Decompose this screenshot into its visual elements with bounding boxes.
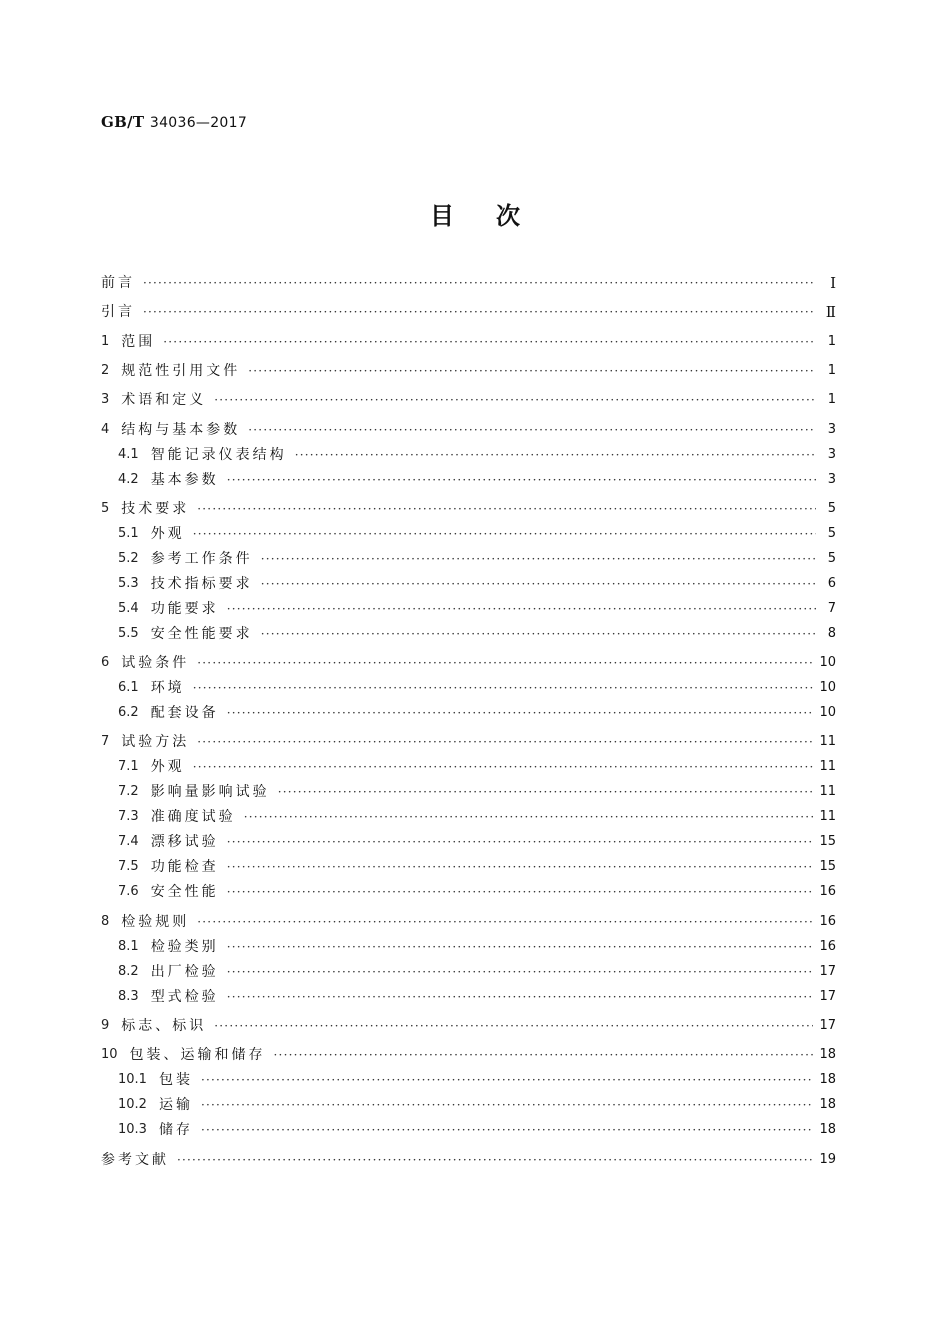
toc-entry-page: 19: [819, 1151, 836, 1167]
dot-leader: [227, 596, 816, 622]
toc-entry-number: 5.1: [118, 525, 139, 541]
toc-entry-number: 5.3: [118, 575, 139, 591]
toc-entry-page: 16: [819, 913, 836, 929]
toc-entry-number: 4.2: [118, 471, 139, 487]
dot-leader: [227, 879, 814, 905]
toc-entry-label: 功能检查: [150, 859, 219, 876]
toc-entry[interactable]: [101, 270, 836, 296]
toc-entry-label: 结构与基本参数: [121, 421, 241, 438]
dot-leader: [227, 854, 814, 880]
toc-entry-label: 试验条件: [121, 655, 190, 672]
toc-entry-number: 10.3: [118, 1122, 147, 1138]
toc-entry-number: 5.4: [118, 600, 139, 616]
toc-entry-label: 运输: [158, 1097, 193, 1114]
toc-entry[interactable]: [118, 700, 836, 726]
dot-leader: [193, 675, 814, 701]
toc-entry-page: 1: [827, 362, 836, 378]
dot-leader: [197, 496, 816, 522]
toc-title-left: 目: [430, 202, 454, 230]
dot-leader: [261, 571, 816, 597]
toc-entry-page: 17: [819, 963, 836, 979]
toc-entry-number: 8.1: [118, 938, 139, 954]
toc-entry[interactable]: [118, 754, 836, 780]
toc-entry-page: Ⅱ: [825, 303, 836, 322]
toc-entry[interactable]: [101, 358, 836, 384]
toc-entry[interactable]: [101, 417, 836, 443]
toc-entry-page: 8: [827, 625, 836, 641]
toc-entry[interactable]: [118, 984, 836, 1010]
dot-leader: [197, 650, 813, 676]
toc-entry-label: 检验规则: [121, 913, 190, 930]
toc-entry-label: 储存: [158, 1122, 193, 1139]
dot-leader: [214, 1013, 813, 1039]
toc-entry[interactable]: [118, 467, 836, 493]
toc-entry-number: 10: [101, 1047, 118, 1063]
toc-entry-number: 6.2: [118, 705, 139, 721]
toc-entry[interactable]: [118, 1117, 836, 1143]
toc-entry-number: 7.3: [118, 809, 139, 825]
toc-entry-page: 7: [827, 600, 836, 616]
dot-leader: [227, 829, 814, 855]
toc-entry-page: 18: [819, 1072, 836, 1088]
dot-leader: [201, 1117, 814, 1143]
dot-leader: [143, 270, 816, 296]
toc-entry-number: 7.2: [118, 784, 139, 800]
toc-entry-label: 参考文献: [101, 1151, 169, 1168]
dot-leader: [214, 387, 816, 413]
toc-entry-label: 安全性能: [150, 884, 219, 901]
toc-entry-page: 5: [827, 550, 836, 566]
toc-entry-label: 引言: [101, 304, 135, 321]
toc-entry-page: 10: [819, 680, 836, 696]
toc-entry-number: 1: [101, 333, 110, 349]
toc-entry[interactable]: [101, 909, 836, 935]
toc-entry-label: 功能要求: [150, 600, 219, 617]
toc-entry-number: 6.1: [118, 680, 139, 696]
toc-entry[interactable]: [101, 1042, 836, 1068]
toc-entry-page: 15: [819, 859, 836, 875]
toc-entry-number: 7.5: [118, 859, 139, 875]
toc-entry-label: 术语和定义: [121, 392, 207, 409]
toc-entry-page: 3: [827, 446, 836, 462]
toc-entry-page: 11: [819, 734, 836, 750]
toc-entry-page: 18: [819, 1097, 836, 1113]
toc-entry-number: 7: [101, 734, 110, 750]
toc-title: [0, 196, 950, 231]
toc-entry-label: 规范性引用文件: [121, 362, 241, 379]
toc-entry[interactable]: [101, 1013, 836, 1039]
dot-leader: [248, 417, 816, 443]
dot-leader: [244, 804, 814, 830]
dot-leader: [278, 779, 814, 805]
toc-entry-page: 11: [819, 784, 836, 800]
toc-entry[interactable]: [118, 675, 836, 701]
dot-leader: [295, 442, 816, 468]
toc-entry-label: 智能记录仪表结构: [150, 446, 287, 463]
toc-entry-number: 5: [101, 500, 110, 516]
toc-entry-page: 5: [827, 500, 836, 516]
toc-entry[interactable]: [101, 387, 836, 413]
toc-entry-label: 准确度试验: [150, 809, 236, 826]
toc-entry-number: 9: [101, 1018, 110, 1033]
toc-entry-number: 6: [101, 655, 110, 671]
toc-entry-label: 试验方法: [121, 734, 190, 751]
toc-entry-label: 技术要求: [121, 500, 190, 517]
toc-entry[interactable]: [118, 854, 836, 880]
toc-entry[interactable]: [118, 934, 836, 960]
toc-entry-number: 4.1: [118, 446, 139, 462]
toc-entry[interactable]: [118, 779, 836, 805]
toc-entry-page: 15: [819, 834, 836, 850]
toc-entry[interactable]: [101, 1147, 836, 1173]
standard-code-prefix: GB/T: [101, 113, 145, 131]
toc-entry-page: 11: [819, 759, 836, 775]
dot-leader: [193, 754, 814, 780]
toc-entry[interactable]: [118, 442, 836, 468]
dot-leader: [177, 1147, 813, 1173]
toc-entry[interactable]: [101, 299, 836, 325]
toc-entry[interactable]: [118, 1092, 836, 1118]
toc-entry-number: 5.5: [118, 625, 139, 641]
toc-entry-number: 7.6: [118, 884, 139, 900]
toc-entry-label: 影响量影响试验: [150, 784, 270, 801]
toc-entry[interactable]: [101, 496, 836, 522]
toc-title-right: 次: [496, 202, 520, 230]
toc-entry-page: 11: [819, 809, 836, 825]
toc-entry-label: 包装: [158, 1072, 193, 1089]
toc-entry-page: 1: [827, 392, 836, 408]
toc-entry-label: 前言: [101, 275, 135, 291]
toc-entry-label: 环境: [150, 680, 185, 697]
toc-entry-number: 2: [101, 362, 110, 378]
dot-leader: [193, 521, 816, 547]
toc-entry[interactable]: [118, 1067, 836, 1093]
toc-entry[interactable]: [118, 571, 836, 597]
toc-entry-page: 6: [827, 575, 836, 591]
toc-entry-number: 8.3: [118, 988, 139, 1004]
dot-leader: [197, 729, 813, 755]
toc-entry-label: 外观: [150, 759, 185, 776]
toc-entry[interactable]: [118, 621, 836, 647]
dot-leader: [201, 1092, 814, 1118]
toc-entry-page: 16: [819, 884, 836, 900]
toc-entry-number: 7.1: [118, 759, 139, 775]
toc-entry[interactable]: [101, 650, 836, 676]
toc-entry-number: 5.2: [118, 550, 139, 566]
dot-leader: [201, 1067, 814, 1093]
standard-code: [101, 113, 247, 131]
toc-entry-label: 安全性能要求: [150, 625, 253, 642]
toc-entry-number: 10.2: [118, 1097, 147, 1113]
dot-leader: [227, 467, 816, 493]
dot-leader: [227, 700, 814, 726]
toc-entry-label: 基本参数: [150, 471, 219, 488]
dot-leader: [261, 546, 816, 572]
toc-entry-label: 参考工作条件: [150, 550, 253, 567]
toc-entry-page: 16: [819, 938, 836, 954]
toc-entry[interactable]: [118, 596, 836, 622]
toc-entry-page: Ⅰ: [830, 274, 836, 292]
dot-leader: [227, 959, 814, 985]
toc-entry-number: 8.2: [118, 963, 139, 979]
dot-leader: [197, 909, 813, 935]
toc-entry-page: 18: [819, 1047, 836, 1063]
toc-entry-number: 10.1: [118, 1072, 147, 1088]
toc-entry-page: 1: [827, 333, 836, 349]
toc-entry[interactable]: [118, 959, 836, 985]
dot-leader: [261, 621, 816, 647]
dot-leader: [143, 299, 816, 325]
toc-entry-page: 18: [819, 1122, 836, 1138]
dot-leader: [163, 329, 816, 355]
toc-entry-label: 范围: [121, 333, 156, 350]
toc-entry-page: 17: [819, 1018, 836, 1033]
toc-entry[interactable]: [118, 804, 836, 830]
toc-entry-page: 17: [819, 988, 836, 1004]
toc-entry-label: 配套设备: [150, 705, 219, 722]
toc-entry[interactable]: [118, 546, 836, 572]
toc-entry-number: 7.4: [118, 834, 139, 850]
toc-entry[interactable]: [118, 829, 836, 855]
toc-entry[interactable]: [118, 879, 836, 905]
toc-entry[interactable]: [118, 521, 836, 547]
standard-code-number: 34036—2017: [149, 115, 248, 131]
toc-entry-number: 8: [101, 913, 110, 929]
dot-leader: [248, 358, 816, 384]
toc-entry-label: 包装、运输和储存: [129, 1047, 266, 1064]
toc-entry-label: 漂移试验: [150, 834, 219, 851]
toc-entry-number: 4: [101, 421, 110, 437]
toc-entry[interactable]: [101, 729, 836, 755]
toc-entry-label: 外观: [150, 525, 185, 542]
toc-entry-page: 10: [819, 705, 836, 721]
toc-entry-number: 3: [101, 392, 110, 408]
toc-entry-label: 检验类别: [150, 938, 219, 955]
toc-entry-label: 出厂检验: [150, 963, 219, 980]
dot-leader: [274, 1042, 814, 1068]
toc-entry-label: 技术指标要求: [150, 575, 253, 592]
toc-entry-page: 5: [827, 525, 836, 541]
toc-entry-label: 型式检验: [150, 988, 219, 1005]
toc-entry-label: 标志、标识: [121, 1018, 207, 1034]
toc-entry[interactable]: [101, 329, 836, 355]
toc-entry-page: 10: [819, 655, 836, 671]
toc-entry-page: 3: [827, 421, 836, 437]
dot-leader: [227, 934, 814, 960]
toc-entry-page: 3: [827, 471, 836, 487]
dot-leader: [227, 984, 814, 1010]
